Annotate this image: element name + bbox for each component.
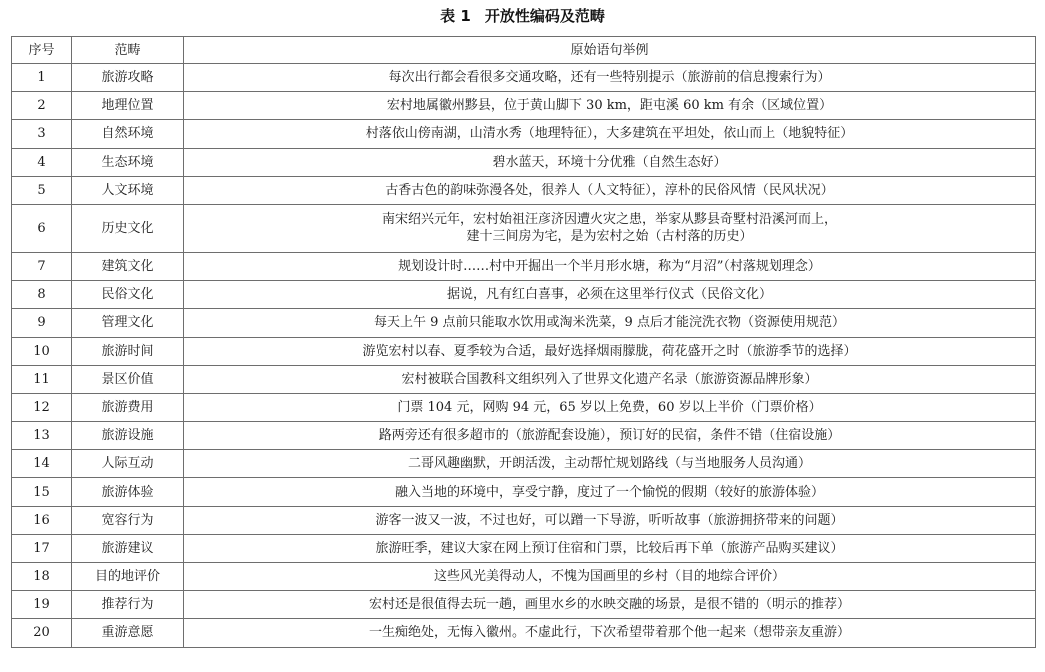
row-index: 7: [12, 252, 72, 280]
row-index: 4: [12, 148, 72, 176]
row-index: 13: [12, 422, 72, 450]
row-category: 旅游费用: [72, 393, 184, 421]
row-category: 旅游建议: [72, 534, 184, 562]
row-index: 15: [12, 478, 72, 506]
header-category: 范畴: [72, 37, 184, 64]
table-row: [12, 176, 1036, 204]
row-category: 历史文化: [72, 204, 184, 252]
row-example: 规划设计时……村中开掘出一个半月形水塘，称为“月沼”（村落规划理念）: [184, 252, 1036, 280]
table-caption: [0, 5, 1045, 27]
row-example: 村落依山傍南湖，山清水秀（地理特征），大多建筑在平坦处，依山而上（地貌特征）: [184, 120, 1036, 148]
row-example: 宏村被联合国教科文组织列入了世界文化遗产名录（旅游资源品牌形象）: [184, 365, 1036, 393]
row-category: 旅游攻略: [72, 64, 184, 92]
row-index: 3: [12, 120, 72, 148]
row-example: 据说，凡有红白喜事，必须在这里举行仪式（民俗文化）: [184, 281, 1036, 309]
row-category: 人文环境: [72, 176, 184, 204]
row-index: 6: [12, 204, 72, 252]
table-row: [12, 92, 1036, 120]
row-index: 17: [12, 534, 72, 562]
row-index: 8: [12, 281, 72, 309]
row-example: 游览宏村以春、夏季较为合适，最好选择烟雨朦胧，荷花盛开之时（旅游季节的选择）: [184, 337, 1036, 365]
row-category: 旅游体验: [72, 478, 184, 506]
table-row: [12, 506, 1036, 534]
row-category: 建筑文化: [72, 252, 184, 280]
row-example-line-1: 南宋绍兴元年，宏村始祖汪彦济因遭火灾之患，举家从黟县奇墅村沿溪河而上，: [381, 212, 837, 228]
table-row: [12, 450, 1036, 478]
table-row: [12, 422, 1036, 450]
row-example: 古香古色的韵味弥漫各处，很养人（人文特征），淳朴的民俗风情（民风状况）: [184, 176, 1036, 204]
row-example: 宏村还是很值得去玩一趟，画里水乡的水映交融的场景，是很不错的（明示的推荐）: [184, 591, 1036, 619]
row-category: 推荐行为: [72, 591, 184, 619]
row-example: 旅游旺季，建议大家在网上预订住宿和门票，比较后再下单（旅游产品购买建议）: [184, 534, 1036, 562]
row-index: 2: [12, 92, 72, 120]
table-row: [12, 337, 1036, 365]
row-example: 每天上午 9 点前只能取水饮用或淘米洗菜，9 点后才能浣洗衣物（资源使用规范）: [184, 309, 1036, 337]
row-category: 旅游设施: [72, 422, 184, 450]
table-row: [12, 64, 1036, 92]
row-index: 1: [12, 64, 72, 92]
table-row: [12, 591, 1036, 619]
row-index: 14: [12, 450, 72, 478]
row-category: 旅游时间: [72, 337, 184, 365]
row-category: 人际互动: [72, 450, 184, 478]
row-index: 5: [12, 176, 72, 204]
row-index: 20: [12, 619, 72, 647]
row-index: 18: [12, 563, 72, 591]
table-row: [12, 204, 1036, 252]
table-row: [12, 281, 1036, 309]
row-example: 二哥风趣幽默，开朗活泼，主动帮忙规划路线（与当地服务人员沟通）: [184, 450, 1036, 478]
row-category: 管理文化: [72, 309, 184, 337]
row-example-multiline: [184, 204, 1036, 252]
row-example: 门票 104 元，网购 94 元，65 岁以上免费，60 岁以上半价（门票价格）: [184, 393, 1036, 421]
table-row: [12, 478, 1036, 506]
row-index: 9: [12, 309, 72, 337]
row-example: 宏村地属徽州黟县，位于黄山脚下 30 km，距屯溪 60 km 有余（区域位置）: [184, 92, 1036, 120]
table-row: [12, 563, 1036, 591]
row-example: 每次出行都会看很多交通攻略，还有一些特别提示（旅游前的信息搜索行为）: [184, 64, 1036, 92]
row-index: 11: [12, 365, 72, 393]
coding-table: [11, 36, 1036, 648]
row-example: 一生痴绝处，无悔入徽州。不虚此行，下次希望带着那个他一起来（想带亲友重游）: [184, 619, 1036, 647]
row-example-line-2: 建十三间房为宅，是为宏村之始（古村落的历史）: [466, 229, 753, 245]
table-row: [12, 534, 1036, 562]
row-category: 景区价值: [72, 365, 184, 393]
row-example: 碧水蓝天，环境十分优雅（自然生态好）: [184, 148, 1036, 176]
row-index: 16: [12, 506, 72, 534]
table-row: [12, 148, 1036, 176]
table-row: [12, 393, 1036, 421]
row-example: 这些风光美得动人，不愧为国画里的乡村（目的地综合评价）: [184, 563, 1036, 591]
table-row: [12, 309, 1036, 337]
row-category: 重游意愿: [72, 619, 184, 647]
row-example: 游客一波又一波，不过也好，可以蹭一下导游，听听故事（旅游拥挤带来的问题）: [184, 506, 1036, 534]
table-row: [12, 120, 1036, 148]
header-example: 原始语句举例: [184, 37, 1036, 64]
row-index: 12: [12, 393, 72, 421]
header-row: [12, 37, 1036, 64]
row-index: 10: [12, 337, 72, 365]
row-category: 地理位置: [72, 92, 184, 120]
row-category: 宽容行为: [72, 506, 184, 534]
table-row: [12, 619, 1036, 647]
table-number: 表 1: [440, 7, 471, 25]
row-example: 路两旁还有很多超市的（旅游配套设施），预订好的民宿，条件不错（住宿设施）: [184, 422, 1036, 450]
table-title: 开放性编码及范畴: [484, 7, 605, 25]
row-example: 融入当地的环境中，享受宁静，度过了一个愉悦的假期（较好的旅游体验）: [184, 478, 1036, 506]
header-index: 序号: [12, 37, 72, 64]
table-row: [12, 365, 1036, 393]
row-category: 自然环境: [72, 120, 184, 148]
row-category: 民俗文化: [72, 281, 184, 309]
row-index: 19: [12, 591, 72, 619]
table-row: [12, 252, 1036, 280]
row-category: 目的地评价: [72, 563, 184, 591]
row-category: 生态环境: [72, 148, 184, 176]
